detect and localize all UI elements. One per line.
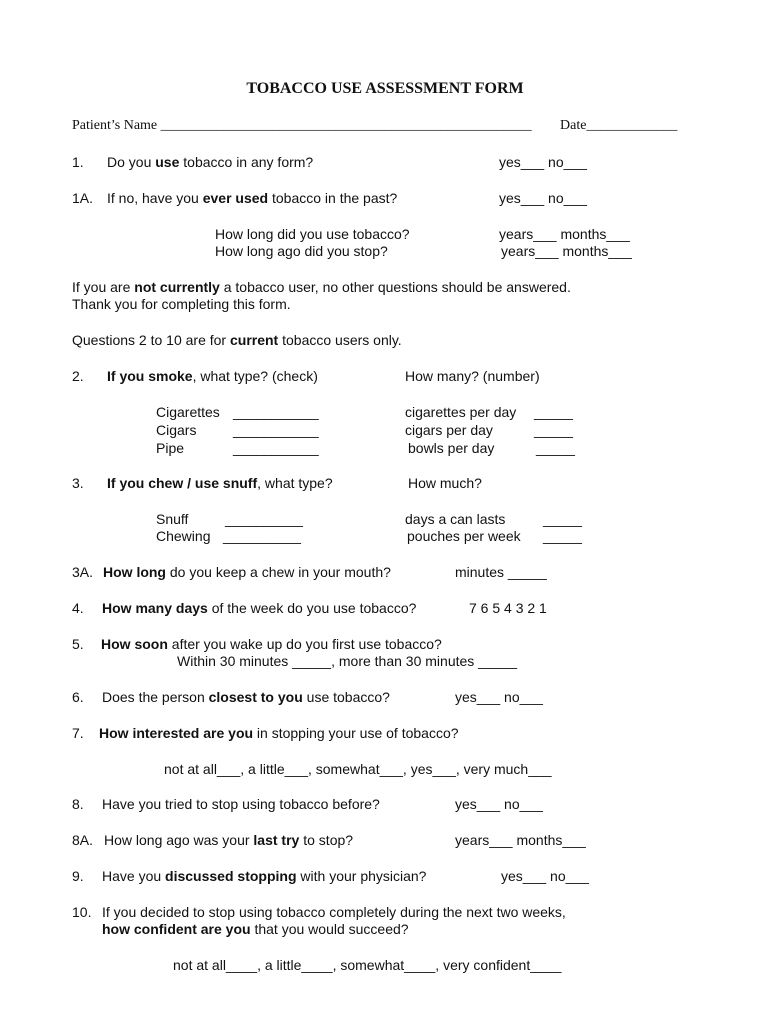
chew-unit-blank[interactable]: _____ [543, 528, 582, 544]
question-7-options[interactable]: not at all___, a little___, somewhat___, yes___, very much___ [164, 761, 552, 777]
notice-line-1: If you are not currently a tobacco user, no other questions should be answered. [72, 279, 571, 295]
chew-unit-label: pouches per week [407, 528, 521, 544]
smoke-type-blank[interactable]: ___________ [233, 404, 319, 420]
smoke-unit-label: cigarettes per day [405, 404, 517, 420]
question-8-number: 8. [72, 796, 84, 812]
smoke-unit-label: cigars per day [405, 422, 493, 438]
chew-type-blank[interactable]: __________ [223, 528, 301, 544]
question-3-text: If you chew / use snuff, what type? [107, 475, 333, 491]
question-9-number: 9. [72, 868, 84, 884]
question-10-number: 10. [72, 904, 92, 920]
smoke-type-label: Cigarettes [156, 404, 220, 420]
question-2-text: If you smoke, what type? (check) [107, 368, 318, 384]
smoke-unit-blank[interactable]: _____ [534, 404, 573, 420]
question-5-options[interactable]: Within 30 minutes _____, more than 30 minutes _____ [177, 653, 518, 669]
question-1a-sub2: How long ago did you stop? [215, 243, 388, 259]
question-1a-sub1-answer[interactable]: years___ months___ [499, 226, 630, 242]
question-9-text: Have you discussed stopping with your physician? [102, 868, 427, 884]
question-1-answer[interactable]: yes___ no___ [499, 154, 587, 170]
notice-line-2: Thank you for completing this form. [72, 296, 291, 312]
question-3-number: 3. [72, 475, 84, 491]
question-1a-number: 1A. [72, 190, 94, 206]
smoke-type-blank[interactable]: ___________ [233, 440, 319, 456]
question-8-answer[interactable]: yes___ no___ [455, 796, 543, 812]
form-title: TOBACCO USE ASSESSMENT FORM [246, 80, 524, 97]
current-users-note: Questions 2 to 10 are for current tobacco users only. [72, 332, 402, 348]
question-6-number: 6. [72, 689, 84, 705]
question-4-day-options[interactable]: 7 6 5 4 3 2 1 [469, 600, 547, 616]
question-1-number: 1. [72, 154, 84, 170]
question-2-number: 2. [72, 368, 84, 384]
smoke-unit-label: bowls per day [408, 440, 495, 456]
question-5-text: How soon after you wake up do you first use tobacco? [101, 636, 442, 652]
question-9-answer[interactable]: yes___ no___ [501, 868, 589, 884]
question-8-text: Have you tried to stop using tobacco before? [102, 796, 380, 812]
question-10-text-line-2: how confident are you that you would succeed? [102, 921, 409, 937]
question-6-text: Does the person closest to you use tobacco? [102, 689, 390, 705]
question-1a-answer[interactable]: yes___ no___ [499, 190, 587, 206]
chew-type-label: Snuff [156, 511, 189, 527]
chew-unit-blank[interactable]: _____ [543, 511, 582, 527]
chew-type-blank[interactable]: __________ [225, 511, 303, 527]
question-3a-number: 3A. [72, 564, 94, 580]
smoke-unit-blank[interactable]: _____ [534, 422, 573, 438]
question-8a-answer[interactable]: years___ months___ [455, 832, 586, 848]
question-3-amount-header: How much? [408, 475, 482, 491]
question-1-text: Do you use tobacco in any form? [107, 154, 314, 170]
question-10-options[interactable]: not at all____, a little____, somewhat____, very confident____ [173, 957, 562, 973]
question-3a-text: How long do you keep a chew in your mouth? [103, 564, 391, 580]
question-6-answer[interactable]: yes___ no___ [455, 689, 543, 705]
question-4-number: 4. [72, 600, 84, 616]
question-7-text: How interested are you in stopping your use of tobacco? [99, 725, 459, 741]
smoke-type-label: Cigars [156, 422, 197, 438]
date-field[interactable]: Date_____________ [560, 118, 678, 133]
question-8a-text: How long ago was your last try to stop? [104, 832, 354, 848]
question-4-text: How many days of the week do you use tobacco? [102, 600, 417, 616]
question-5-number: 5. [72, 636, 84, 652]
question-1a-sub2-answer[interactable]: years___ months___ [501, 243, 632, 259]
smoke-type-blank[interactable]: ___________ [233, 422, 319, 438]
smoke-type-label: Pipe [156, 440, 185, 456]
question-1a-text: If no, have you ever used tobacco in the past? [107, 190, 398, 206]
patient-name-field[interactable]: Patient’s Name _____________________________________________________ [72, 118, 532, 133]
smoke-unit-blank[interactable]: _____ [536, 440, 575, 456]
chew-type-label: Chewing [156, 528, 211, 544]
question-7-number: 7. [72, 725, 84, 741]
question-3a-answer[interactable]: minutes _____ [455, 564, 547, 580]
question-2-count-header: How many? (number) [405, 368, 540, 384]
question-1a-sub1: How long did you use tobacco? [215, 226, 410, 242]
chew-unit-label: days a can lasts [405, 511, 506, 527]
question-10-text-line-1: If you decided to stop using tobacco completely during the next two weeks, [102, 904, 566, 920]
question-8a-number: 8A. [72, 832, 94, 848]
